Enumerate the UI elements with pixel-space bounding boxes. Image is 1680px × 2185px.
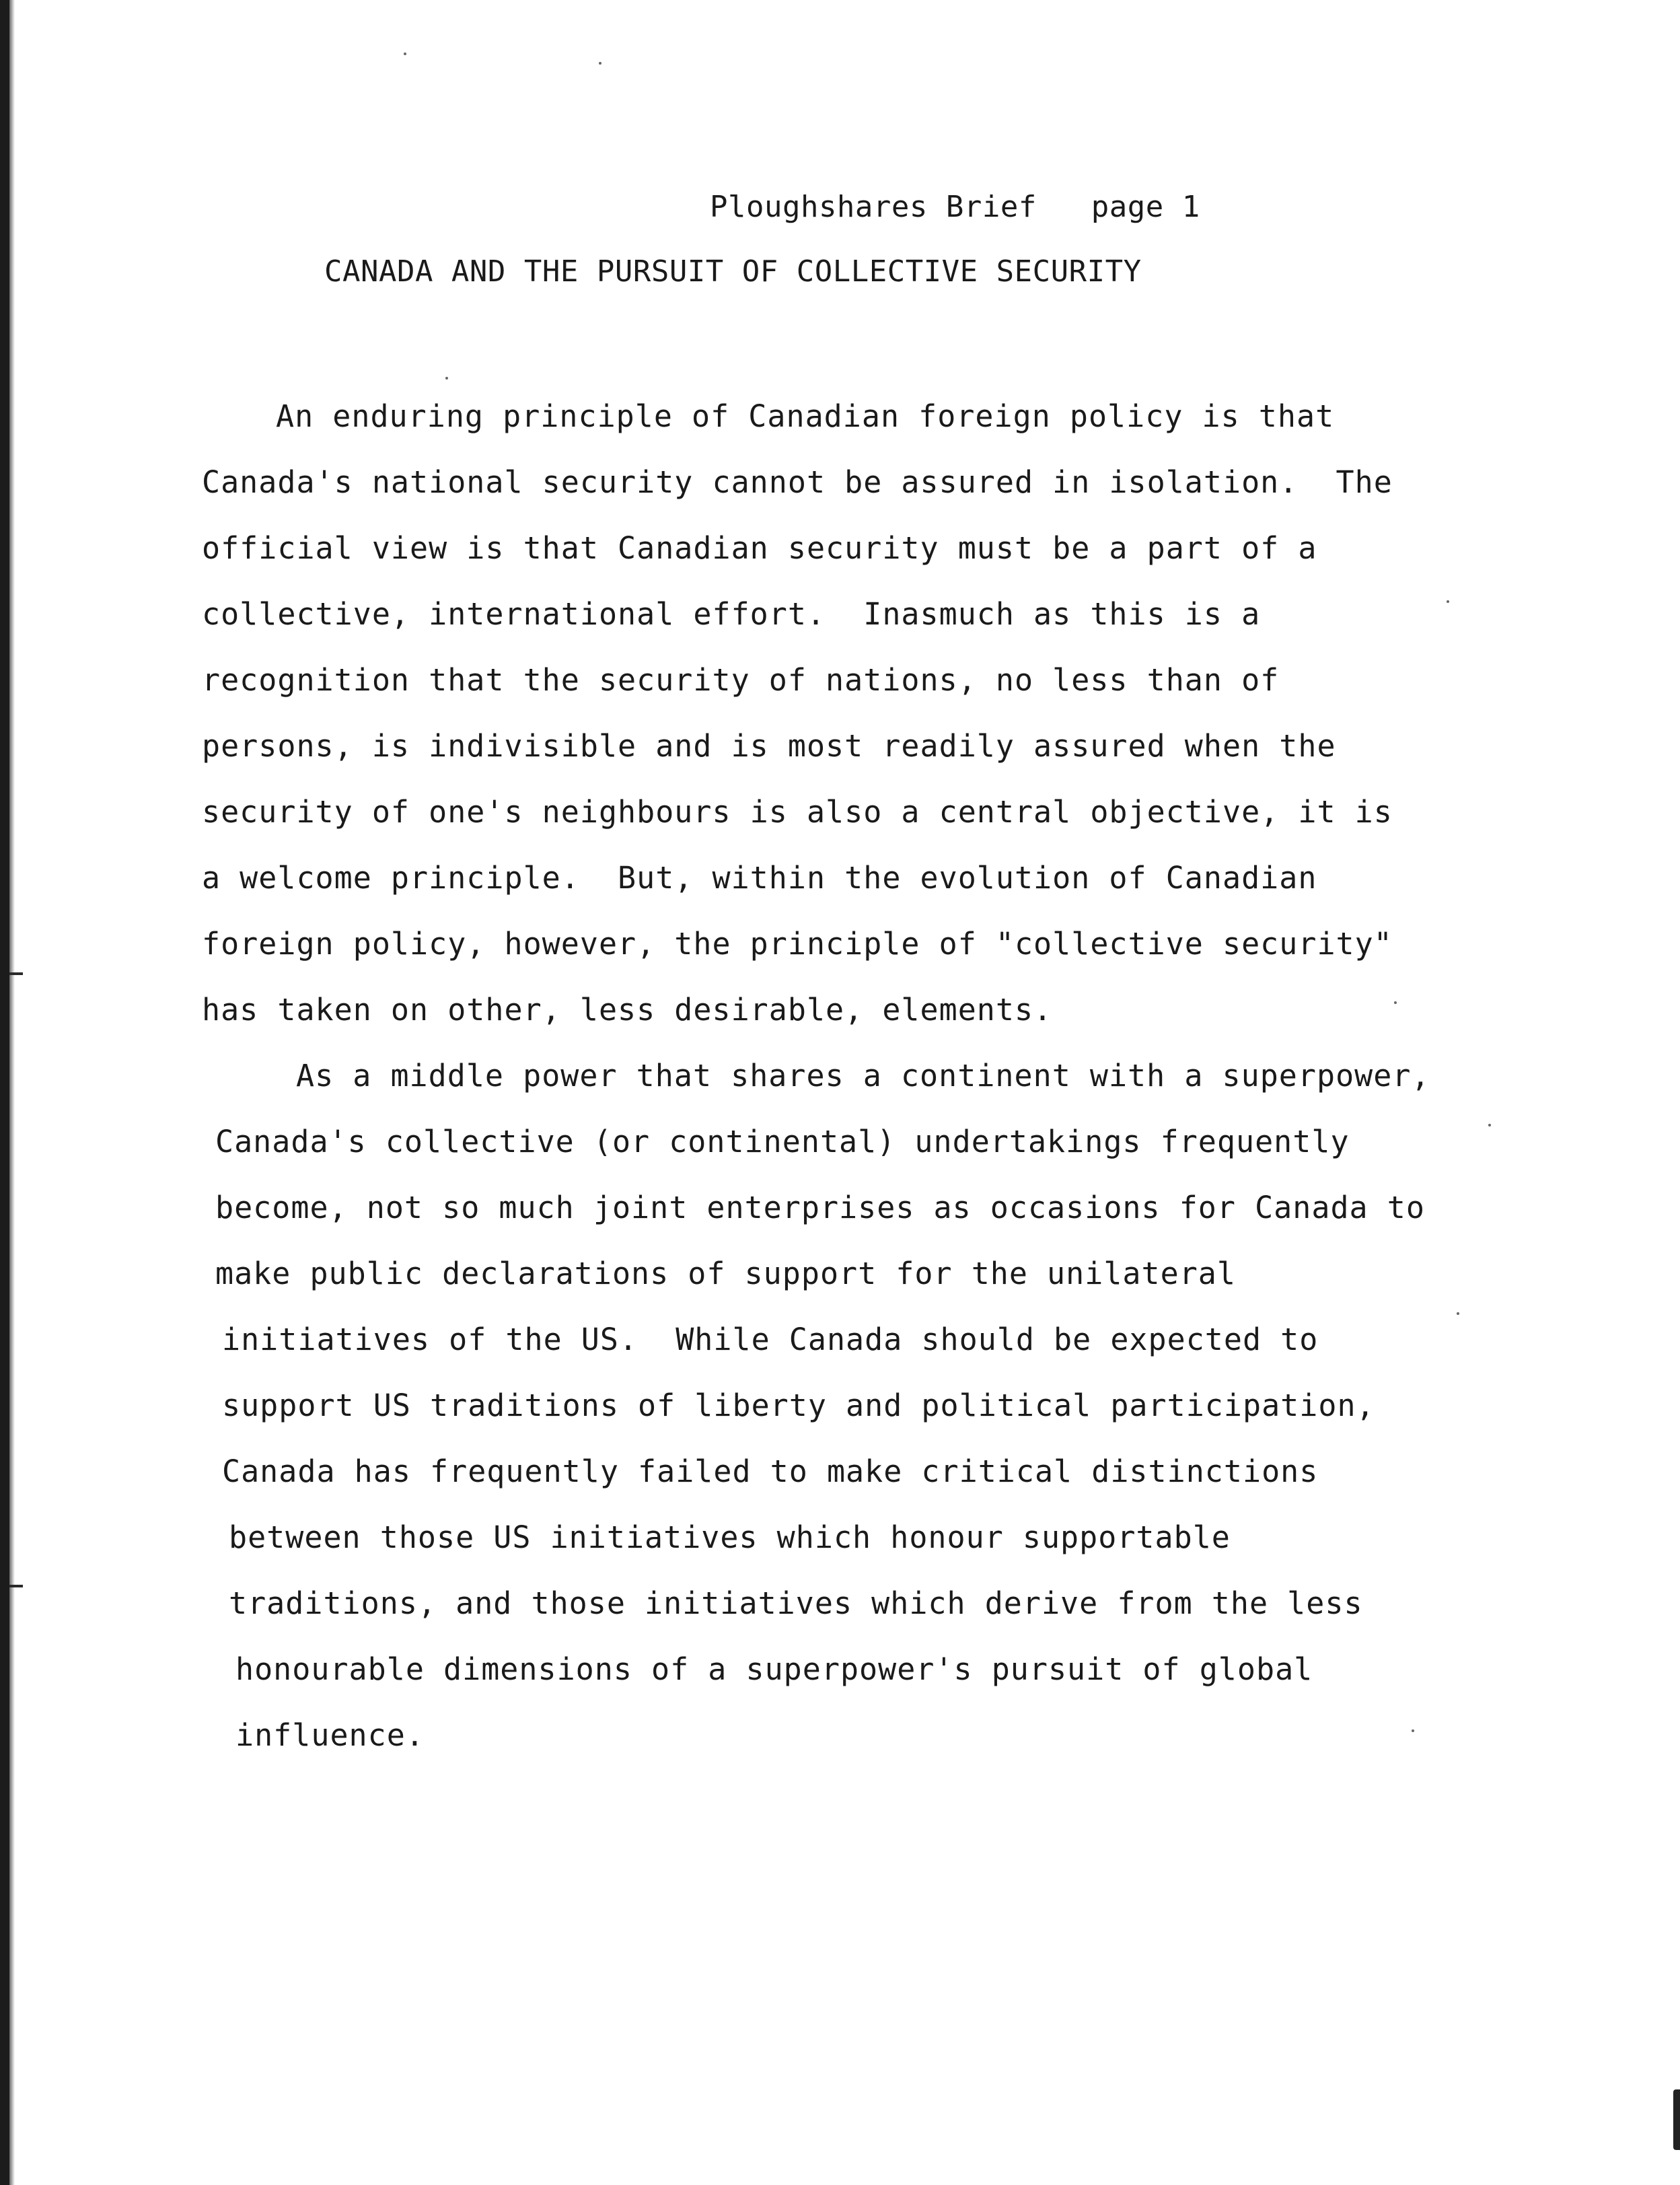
- text-line: honourable dimensions of a superpower's pursuit of global: [235, 1651, 1313, 1687]
- text-line: Canada's national security cannot be assured in isolation. The: [202, 464, 1393, 500]
- scan-speck: [445, 377, 448, 380]
- text-line: make public declarations of support for the unilateral: [215, 1256, 1236, 1291]
- text-line: An enduring principle of Canadian foreign policy is that: [276, 398, 1335, 434]
- text-line: has taken on other, less desirable, elements.: [202, 992, 1053, 1028]
- scan-binding-edge: [0, 0, 9, 2185]
- text-line: persons, is indivisible and is most readily assured when the: [202, 728, 1336, 764]
- scan-speck: [404, 52, 406, 55]
- text-line: become, not so much joint enterprises as occasions for Canada to: [215, 1190, 1425, 1225]
- text-line: initiatives of the US. While Canada should be expected to: [222, 1322, 1319, 1357]
- text-line: collective, international effort. Inasmuch as this is a: [202, 596, 1261, 632]
- text-line: between those US initiatives which honour supportable: [229, 1519, 1231, 1555]
- scan-edge-mark: [1673, 2089, 1680, 2150]
- paragraph: [128, 1043, 1473, 1768]
- text-line: support US traditions of liberty and political participation,: [222, 1388, 1375, 1423]
- scan-binding-tick: [9, 972, 23, 975]
- paragraph: [128, 384, 1473, 1043]
- scan-speck: [1488, 1124, 1491, 1126]
- text-line: foreign policy, however, the principle of "collective security": [202, 926, 1393, 962]
- text-line: official view is that Canadian security must be a part of a: [202, 530, 1317, 566]
- page-title: CANADA AND THE PURSUIT OF COLLECTIVE SECURITY: [324, 254, 1142, 289]
- text-line: Canada's collective (or continental) undertakings frequently: [215, 1124, 1350, 1159]
- running-header: Ploughshares Brief page 1: [710, 190, 1200, 224]
- text-line: As a middle power that shares a continent with a superpower,: [296, 1058, 1430, 1094]
- scan-binding-tick: [9, 1585, 23, 1587]
- text-line: influence.: [235, 1717, 425, 1753]
- text-line: traditions, and those initiatives which derive from the less: [229, 1585, 1363, 1621]
- scan-speck: [599, 62, 601, 65]
- body-text: [128, 384, 1473, 1768]
- text-line: a welcome principle. But, within the evolution of Canadian: [202, 860, 1317, 896]
- text-line: recognition that the security of nations, no less than of: [202, 662, 1280, 698]
- text-line: security of one's neighbours is also a central objective, it is: [202, 794, 1393, 830]
- text-line: Canada has frequently failed to make critical distinctions: [222, 1454, 1319, 1489]
- scan-binding-shadow: [9, 0, 15, 2185]
